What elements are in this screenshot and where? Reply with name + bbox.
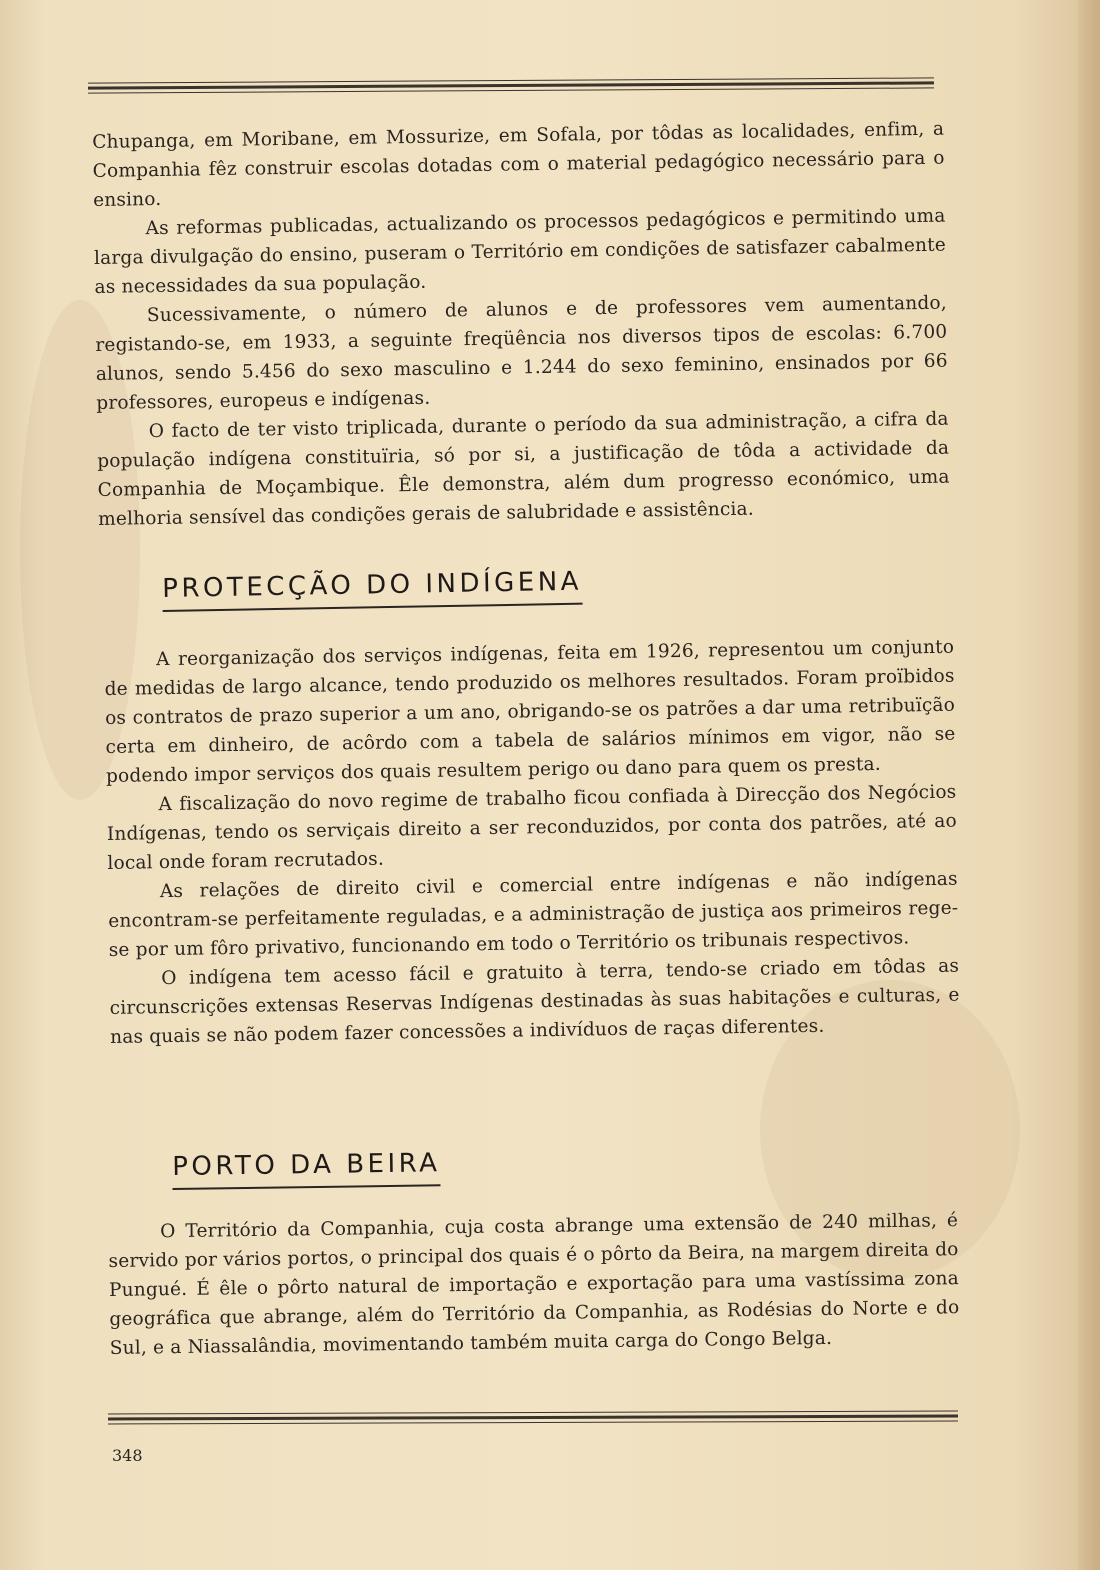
bottom-rule (108, 1411, 958, 1428)
paragraph: A fiscalização do novo regime de trabalho ficou confiada à Direcção dos Negócios Indígenas, tendo os serviçais direito a ser reconduzidos, por conta dos patrões, até ao local onde foram recrutados. (106, 781, 958, 874)
paragraph: As reformas publicadas, actualizando os processos pedagógicos e permitindo uma larga divulgação do ensino, puseram o Território em condições de satisfazer cabalmente as necessidades da sua população. (93, 205, 947, 298)
section-heading-indigena: PROTECÇÃO DO INDÍGENA (162, 567, 582, 612)
paragraph: Chupanga, em Moribane, em Mossurize, em Sofala, por tôdas as localidades, enfim, a Companhia fêz construir escolas dotadas com o material pedagógico necessário para o ensino. (92, 118, 945, 211)
section-heading-beira: PORTO DA BEIRA (172, 1148, 441, 1190)
top-rule (88, 77, 934, 96)
paragraph: A reorganização dos serviços indígenas, feita em 1926, representou um conjunto de medidas de largo alcance, tendo produzido os melhores resultados. Foram proïbidos os contratos de prazo superior a um ano, obrigando-se os patrões a dar uma retribuïção certa em dinheiro, de acôrdo com a tabela de salários mínimos em vigor, não se podendo impor serviços dos quais resultem perigo ou dano para quem os presta. (104, 636, 956, 787)
page-number: 348 (112, 1446, 143, 1465)
indigena-text-block (104, 633, 960, 1052)
paragraph: O Território da Companhia, cuja costa abrange uma extensão de 240 milhas, é servido por vários portos, o principal dos quais é o pôrto da Beira, na margem direita do Pungué. É êle o pôrto natural de importação e exportação para uma vastíssima zona geográfica que abrange, além do Território da Companhia, as Rodésias do Norte e do Sul, e a Niassalândia, movimentando também muita carga do Congo Belga. (108, 1210, 960, 1359)
paragraph: O indígena tem acesso fácil e gratuito à terra, tendo-se criado em tôdas as circunscrições extensas Reservas Indígenas destinadas às suas habitações e culturas, e nas quais se não podem fazer concessões a indivíduos de raças diferentes. (109, 955, 960, 1048)
intro-text-block (92, 115, 950, 534)
paragraph: As relações de direito civil e comercial entre indígenas e não indígenas encontram-se perfeitamente reguladas, e a administração de justiça aos primeiros rege-se por um fôro privativo, funcionando em todo o Território os tribunais respectivos. (108, 868, 959, 961)
paragraph: O facto de ter visto triplicada, durante o período da sua administração, a cifra da população indígena constituïria, só por si, a justificação de tôda a actividade da Companhia de Moçambique. Êle demonstra, além dum progresso económico, uma melhoria sensível das condições gerais de salubridade e assistência. (97, 408, 950, 530)
beira-text-block (108, 1206, 960, 1363)
page-edge (1078, 0, 1100, 1570)
paragraph: Sucessivamente, o número de alunos e de professores vem aumentando, registando-se, em 1933, a seguinte freqüência nos diversos tipos de escolas: 6.700 alunos, sendo 5.456 do sexo masculino e 1.244 do sexo feminino, ensinados por 66 professores, europeus e indígenas. (95, 292, 948, 414)
